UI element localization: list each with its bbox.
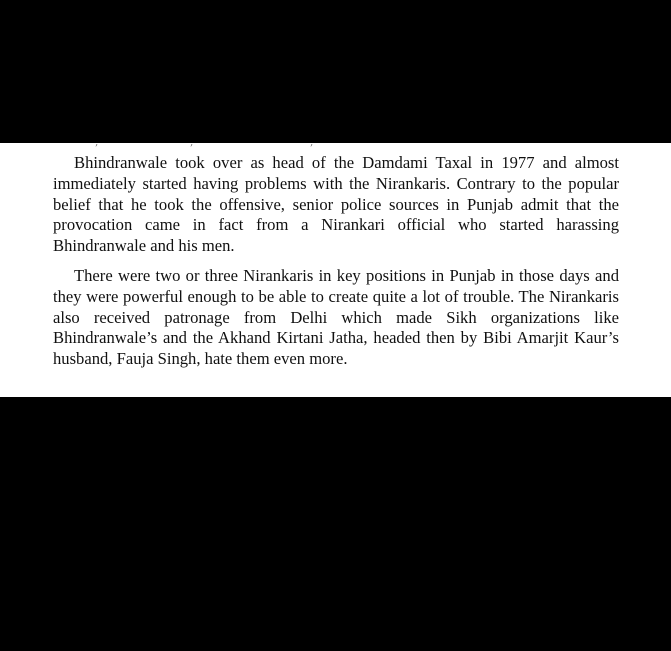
- body-text: [53, 153, 619, 379]
- cropped-previous-line: ‚ ‚ ‚: [95, 137, 314, 148]
- paragraph: Bhindranwale took over as head of the Damdami Taxal in 1977 and almost immediately started having problems with the Nirankaris. Contrary to the popular belief that he took the offensive, senior police sources in Punjab admit that the provocation came in fact from a Nirankari official who started harassing Bhindranwale and his men.: [53, 153, 619, 256]
- page-excerpt: [0, 137, 671, 397]
- paragraph: There were two or three Nirankaris in key positions in Punjab in those days and they were powerful enough to be able to create quite a lot of trouble. The Nirankaris also received patronage from Delhi which made Sikh organizations like Bhindranwale’s and the Akhand Kirtani Jatha, headed then by Bibi Amarjit Kaur’s husband, Fauja Singh, hate them even more.: [53, 265, 619, 369]
